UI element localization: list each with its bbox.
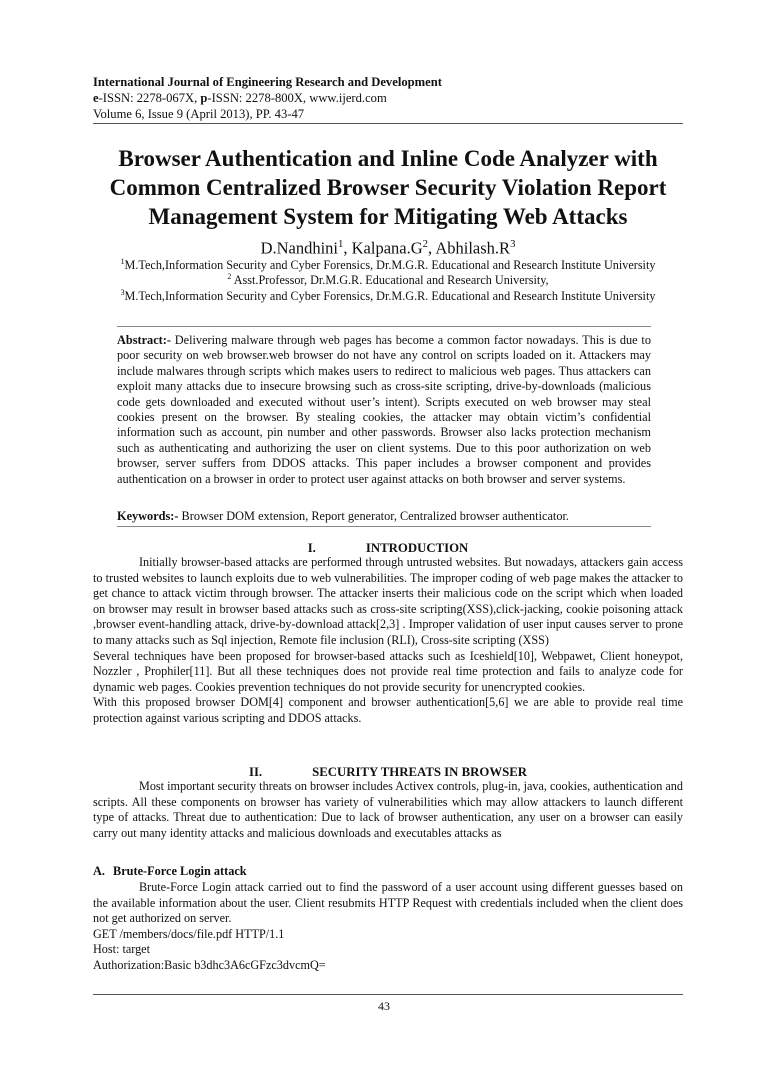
affiliation-3: $^3$M.Tech,Information Security and Cyber Forensics, Dr.M.G.R. Educational and Research Institute University [120,288,656,304]
affiliation-1: $^1$M.Tech,Information Security and Cyber Forensics, Dr.M.G.R. Educational and Research Institute University [120,257,656,273]
volume-line: Volume 6, Issue 9 (April 2013), PP. 43-47 [93,107,305,121]
journal-header [93,74,683,122]
paragraph: Most important security threats on browser includes Activex controls, plug-in, java, cookies, authentication and scripts. All these components on browser has variety of vulnerabilities which may allow attackers to launch different type of attacks. Threat due to authentication: Due to lack of browser authentication, any user on a browser can easily carry out many identity attacks and malicious downloads and executables attacks as [93,779,683,840]
author-list: D.Nandhini$^1$, $Kalpana.G^2$, $Abhilash.R^3$ [260,238,516,258]
journal-name: International Journal of Engineering Research and Development [93,75,442,89]
http-request-line: GET /members/docs/file.pdf HTTP/1.1 [93,926,285,941]
keywords: Keywords:- Browser DOM extension, Report generator, Centralized browser authenticator. [117,509,569,523]
http-authorization-line: Authorization:Basic b3dhc3A6cGFzc3dvcmQ= [93,957,326,972]
section-security-threats-body [93,779,683,841]
paper-title: Browser Authentication and Inline Code Analyzer with Common Centralized Browser Security Violation Report Management System for Mitigating Web Attacks [109,146,667,229]
abstract: Abstract:- Delivering malware through web pages has become a common factor nowadays. This is due to poor security on web browser.web browser do not have any control on scripts loaded on it. Attackers may include malwares through scripts which makes users to redirect to malicious web pages. Thus attackers can exploit many attacks due to insecure browsing such as cross-site scripting, drive-by-downloads (malicious code gets downloaded and executed without user’s intent). Scripts executed on web browser may steal cookies present on the browser. By stealing cookies, the attacker may obtain victim’s confidential information such as account, pin number and other passwords. Browser also lacks protection mechanism such as authenticating and authorizing the user on client systems. Due to this poor authorization on web browser, server suffers from DDOS attacks. This paper includes a browser component and provides authentication on a browser in order to protect user against attacks on both browser and server systems. [117,333,651,486]
issn-line: e-ISSN: 2278-067X, p-ISSN: 2278-800X, www.ijerd.com [93,91,387,105]
paragraph: Several techniques have been proposed for browser-based attacks such as Iceshield[10], Webpawet, Client honeypot, Nozzler , Prophiler[11]. But all these techniques does not provide real time protection and fails to analyze code for dynamic web pages. Cookies prevention techniques do not provide security for unencrypted cookies. [93,648,683,694]
abstract-bottom-rule [117,526,651,527]
paragraph: With this proposed browser DOM[4] component and browser authentication[5,6] we are able to provide real time protection against various scripting and DDOS attacks. [93,695,683,725]
abstract-top-rule [117,326,651,327]
affiliation-2: $^2$ Asst.Professor, Dr.M.G.R. Educational and Research University, [227,272,549,288]
section-heading-security-threats: II. SECURITY THREATS IN BROWSER [248,765,528,779]
keywords-label: Keywords:- [117,509,179,523]
abstract-label: Abstract:- [117,333,171,347]
http-host-line: Host: target [93,942,150,957]
subsection-brute-force-body [93,880,683,974]
paragraph: Brute-Force Login attack carried out to find the password of a user account using different guesses based on the available information about the user. Client resubmits HTTP Request with credentials included when the client does not get authorized on server. [93,880,683,926]
section-introduction-body [93,555,683,727]
header-divider [93,123,683,124]
page-number: 43 [378,999,390,1013]
section-heading-introduction: I. INTRODUCTION [307,541,469,555]
paragraph: Initially browser-based attacks are performed through untrusted websites. But nowadays, attackers gain access to trusted websites to launch exploits due to web vulnerabilities. The improper coding of web page makes the attacker to get chance to attack victim through browser. The attacker inserts their malicious code on the script which when loaded on browser may result in browser based attacks such as cross-site scripting(XSS),click-jacking, cookie poisoning attack ,browser event-handling attack, drive-by-download attack[2,3] . Improper validation of user input causes server to prone to many attacks such as Sql injection, Remote file inclusion (RLI), Cross-site scripting (XSS) [93,555,683,647]
footer-divider [93,994,683,995]
subsection-heading-brute-force: A. Brute-Force Login attack [93,864,247,878]
